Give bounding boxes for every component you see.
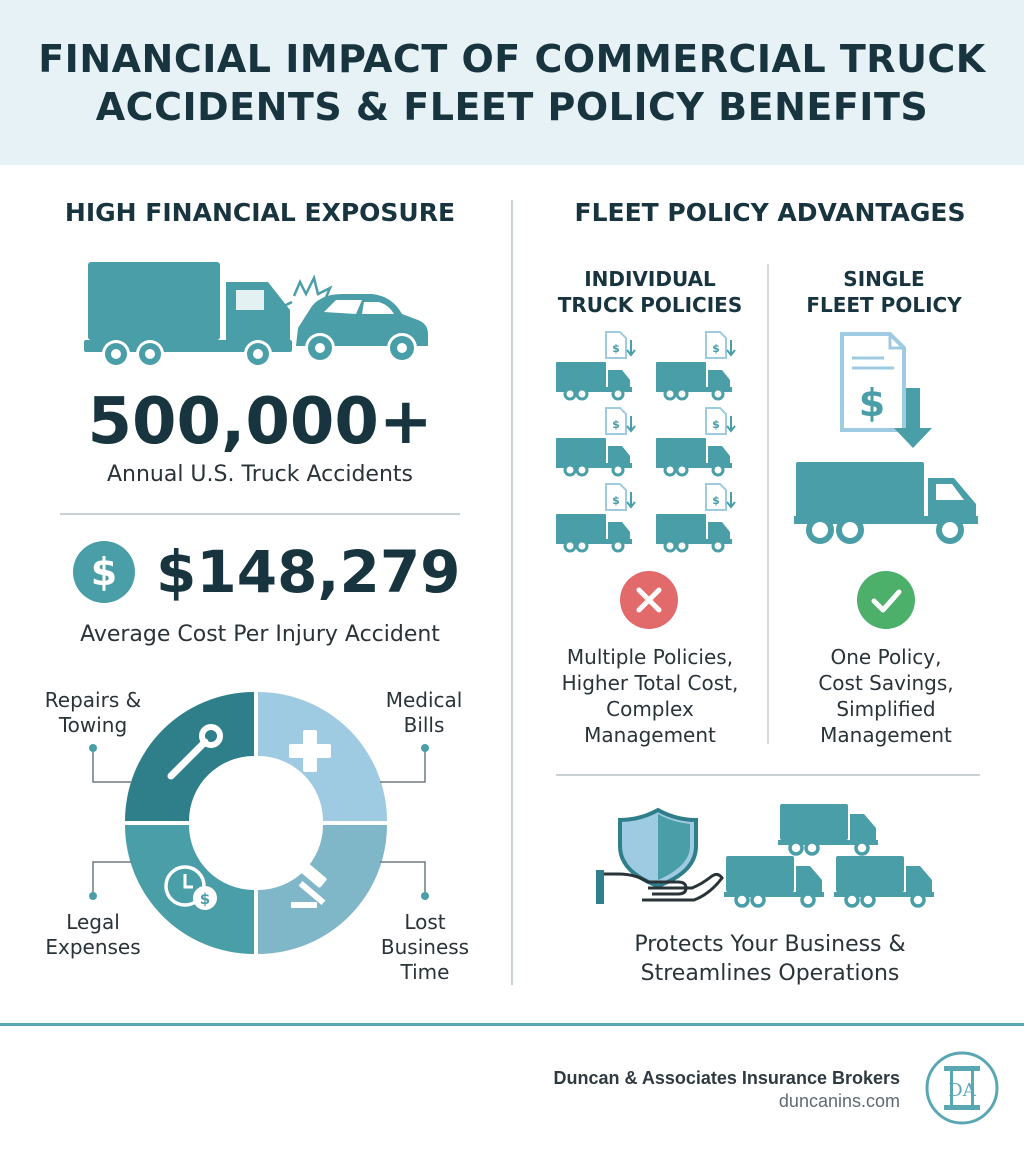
- label-repairs-towing: Repairs & Towing: [44, 688, 142, 737]
- company-url: duncanins.com: [778, 1091, 900, 1111]
- single-policy-heading: SINGLE FLEET POLICY: [806, 267, 962, 317]
- dollar-symbol: $: [90, 550, 118, 594]
- accidents-label: Annual U.S. Truck Accidents: [106, 462, 414, 487]
- label-legal-expenses: Legal Expenses: [45, 910, 141, 959]
- accidents-stat: 500,000+: [87, 385, 433, 459]
- truck-icon: [656, 408, 735, 475]
- truck-icon: [656, 484, 735, 551]
- check-circle-icon: [856, 570, 916, 630]
- truck-icon: [724, 856, 824, 906]
- footer-divider: [0, 1023, 1024, 1026]
- truck-icon: [656, 332, 735, 399]
- individual-truck-grid: $: [548, 330, 748, 550]
- label-lost-business-time: Lost Business Time: [380, 910, 470, 984]
- truck-icon: [556, 408, 635, 475]
- shield-hand-icon: [596, 810, 722, 904]
- cost-stat: $148,279: [156, 538, 461, 606]
- doc-dollar: $: [858, 381, 886, 425]
- single-fleet-illustration: [790, 330, 990, 552]
- brand-block: [554, 1068, 900, 1112]
- logo-icon: [924, 1050, 1000, 1126]
- title-line-1: FINANCIAL IMPACT OF COMMERCIAL TRUCK: [38, 36, 986, 81]
- protects-caption: Protects Your Business & Streamlines Operations: [634, 932, 906, 986]
- single-summary: One Policy, Cost Savings, Simplified Management: [818, 645, 954, 747]
- policy-document-icon: [842, 334, 904, 430]
- truck-icon: [556, 332, 635, 399]
- individual-summary: Multiple Policies, Higher Total Cost, Complex Management: [561, 645, 739, 747]
- cost-label: Average Cost Per Injury Accident: [80, 622, 440, 647]
- protection-illustration: [596, 800, 946, 912]
- individual-policies-heading: INDIVIDUAL TRUCK POLICIES: [557, 267, 743, 317]
- svg-text:$: $: [199, 890, 211, 908]
- x-circle-icon: [619, 570, 679, 630]
- title-line-2: ACCIDENTS & FLEET POLICY BENEFITS: [95, 84, 929, 129]
- truck-icon: [556, 484, 635, 551]
- label-medical-bills: Medical Bills: [385, 688, 463, 737]
- truck-icon: [778, 804, 878, 854]
- left-section-title: HIGH FINANCIAL EXPOSURE: [64, 198, 456, 227]
- logo-letters: DA: [948, 1080, 976, 1101]
- right-section-title: FLEET POLICY ADVANTAGES: [574, 198, 966, 227]
- company-name: Duncan & Associates Insurance Brokers: [553, 1068, 900, 1088]
- truck-icon: [834, 856, 934, 906]
- subcolumn-divider: [767, 264, 769, 744]
- right-divider: [556, 774, 980, 776]
- truck-icon: [794, 462, 978, 541]
